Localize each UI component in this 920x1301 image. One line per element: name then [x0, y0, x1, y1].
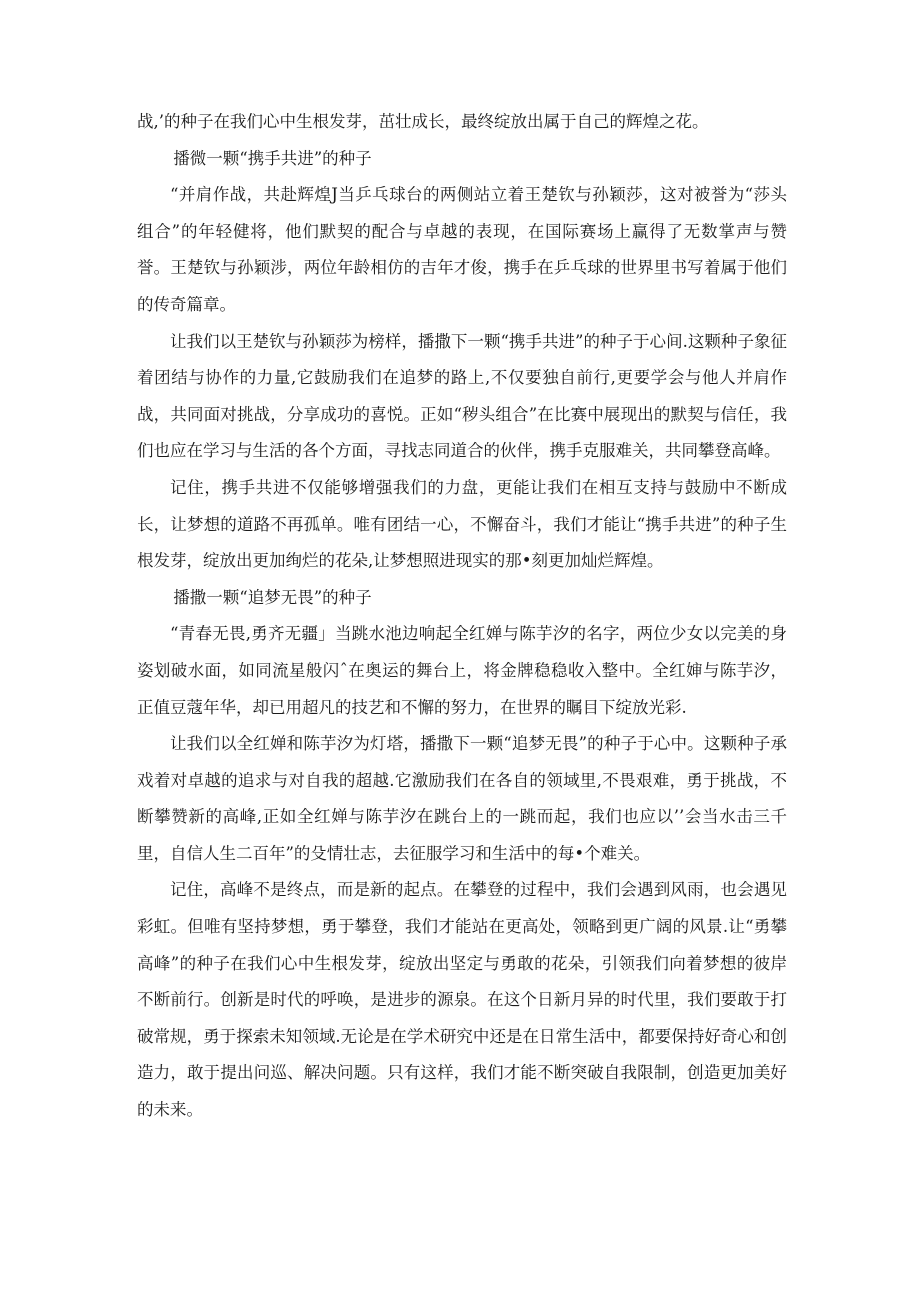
paragraph-remember-unity: 记住，携手共进不仅能够增强我们的力盘，更能让我们在相互支持与鼓励中不断成长，让梦想的道路不再孤单。唯有团结一心，不懈奋斗，我们才能让“携手共进”的种子生根发芽，绽放出更加绚烂的花朵,让梦想照进现实的那•刻更加灿烂辉煌。 [137, 477, 787, 571]
paragraph-continuation: 战,’的种子在我们心中生根发芽，茁壮成长，最终绽放出属于自己的辉煌之花。 [137, 112, 709, 131]
section-heading-fearless-dream: 播撒一颗“追梦无畏”的种子 [173, 587, 372, 607]
paragraph-remember-peak: 记住，高峰不是终点，而是新的起点。在攀登的过程中，我们会遇到风雨，也会遇见彩虹。但唯有坚持梦想，勇于攀登，我们才能站在更高处，领略到更广阔的风景.让“勇攀高峰”的种子在我们心中生根发芽，绽放出坚定与勇敢的花朵，引领我们向着梦想的彼岸不断前行。创新是时代的呼唤，是进步的源泉。在这个日新月异的时代里，我们要敢于打破常规，勇于探索未知领域.无论是在学术研究中还是在日常生活中，都要保持好奇心和创造力，敢于提出问巡、解决问题。只有这样，我们才能不断突破自我限制，创造更加美好的未来。 [137, 880, 787, 1120]
paragraph-diving-duo: “青春无畏,勇齐无疆」当跳水池边响起全红婵与陈芋汐的名字，两位少女以完美的身姿划破水面，如同流星般闪ˆ在奥运的舞台上，将金牌稳稳收入整中。全红婶与陈芋汐，正值豆蔻年华，却已用超凡的技艺和不懈的努力，在世界的瞩目下绽放光彩. [137, 624, 787, 717]
paragraph-lighthouse: 让我们以全红婵和陈芋汐为灯塔，播撒下一颗“追梦无畏”的种子于心中。这颗种子承戏着对卓越的追求与对自我的超越.它激励我们在各自的领域里,不畏艰难，勇于挑战，不断攀赞新的高峰,正如全红婵与陈芋汐在跳台上的一跳而起，我们也应以’’会当水击三千里，自信人生二百年”的殳情壮志，去征服学习和生活中的每•个难关。 [137, 734, 787, 863]
body-text [137, 104, 787, 1129]
section-heading-hand-in-hand: 播微一颗“携手共进”的种子 [173, 148, 372, 168]
paragraph-shatou-combo: “并肩作战，共赴辉煌J当乒乓球台的两侧站立着王楚钦与孙颖莎，这对被誉为“莎头组合”的年轻健将，他们默契的配合与卓越的表现，在国际赛场上赢得了无数掌声与赞誉。王楚钦与孙颖涉，两位年龄相仿的吉年才俊，携手在乒乓球的世界里书写着属于他们的传奇篇章。 [137, 185, 787, 314]
paragraph-role-model: 让我们以王楚钦与孙颖莎为榜样，播撒下一颗“携手共进”的种子于心间.这颗种子象征着团结与协作的力量,它鼓励我们在追梦的路上,不仅要独自前行,更要学会与他人并肩作战，共同面对挑战，分享成功的喜悦。正如“秽头组合”在比赛中展现出的默契与信任，我们也应在学习与生活的各个方面，寻找志同道合的伙伴，携手克服难关，共同攀登高峰。 [137, 331, 787, 461]
